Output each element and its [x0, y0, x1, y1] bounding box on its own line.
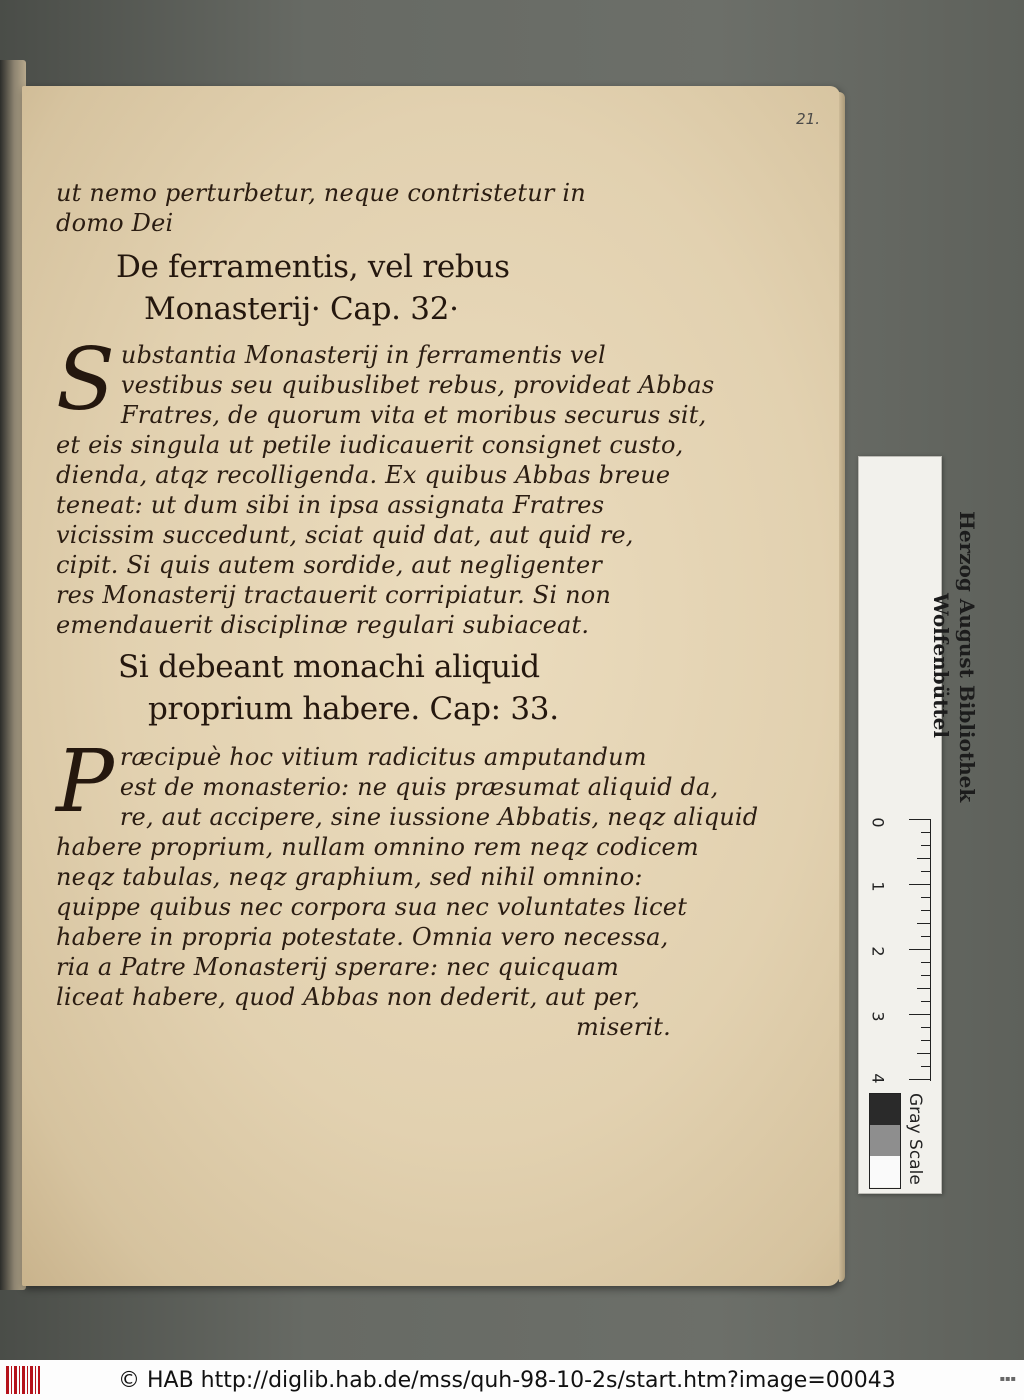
- ruler-tick: [909, 1079, 931, 1080]
- text-line: ræcipuè hoc vitium radicitus amputandum: [119, 743, 647, 771]
- ruler-tick: [921, 897, 931, 898]
- text-line: vestibus seu quibuslibet rebus, provideat Abbas: [120, 371, 715, 399]
- text-line: ria a Patre Monasterij sperare: nec quicquam: [56, 953, 619, 981]
- ruler-number: 0: [868, 817, 888, 828]
- text-line: domo Dei: [56, 209, 174, 237]
- library-city: Wolfenbüttel: [929, 593, 953, 738]
- text-line: cipit. Si quis autem sordide, aut negligenter: [56, 551, 603, 579]
- chapter-33-paragraph: [56, 732, 796, 1042]
- ruler-tick: [921, 962, 931, 963]
- ruler-tick: [921, 1001, 931, 1002]
- ruler-tick: [909, 884, 931, 885]
- text-line: re, aut accipere, sine iussione Abbatis, neqz aliquid: [119, 803, 759, 831]
- ruler-tick: [921, 910, 931, 911]
- text-line: Fratres, de quorum vita et moribus securus sit,: [120, 401, 707, 429]
- footer-bar: [0, 1360, 1024, 1400]
- scale-ruler: [868, 817, 937, 1084]
- ruler-tick: [921, 871, 931, 872]
- initial-letter: S: [56, 330, 115, 430]
- text-line: res Monasterij tractauerit corripiatur. Si non: [56, 581, 612, 609]
- text-line: quippe quibus nec corpora sua nec voluntates licet: [56, 893, 688, 921]
- text-line: neqz tabulas, neqz graphium, sed nihil omnino:: [56, 863, 643, 891]
- ruler-tick: [921, 832, 931, 833]
- chapter-heading: Monasterij· Cap. 32·: [144, 291, 459, 327]
- ruler-tick: [909, 1014, 931, 1015]
- ruler-tick: [921, 1066, 931, 1067]
- swatch-light: [870, 1156, 900, 1187]
- gray-scale-swatches: [869, 1093, 901, 1189]
- ruler-number: 4: [868, 1073, 888, 1084]
- ruler-number: 2: [868, 946, 888, 957]
- ruler-tick: [909, 819, 931, 820]
- ruler-tick: [921, 845, 931, 846]
- page-text: [56, 178, 796, 1042]
- swatch-dark: [870, 1094, 900, 1125]
- text-line: ubstantia Monasterij in ferramentis vel: [120, 341, 606, 369]
- ruler-tick: [917, 858, 931, 859]
- text-line: liceat habere, quod Abbas non dederit, aut per,: [56, 983, 641, 1011]
- text-line: et eis singula ut petile iudicauerit consignet custo,: [56, 431, 684, 459]
- ruler-tick: [917, 923, 931, 924]
- text-line: teneat: ut dum sibi in ipsa assignata Fratres: [56, 491, 605, 519]
- ruler-tick: [921, 1027, 931, 1028]
- ruler-tick: [921, 1040, 931, 1041]
- text-line: miserit.: [576, 1013, 671, 1041]
- chapter-heading: De ferramentis, vel rebus: [116, 249, 510, 285]
- chapter-32-paragraph: [56, 330, 796, 640]
- ruler-tick: [917, 1053, 931, 1054]
- text-line: vicissim succedunt, sciat quid dat, aut quid re,: [56, 521, 634, 549]
- initial-letter: P: [56, 732, 114, 832]
- ruler-tick: [917, 988, 931, 989]
- text-line: emendauerit disciplinæ regulari subiaceat.: [56, 611, 590, 639]
- ruler-tick: [909, 949, 931, 950]
- manuscript-page: [22, 86, 840, 1286]
- gray-scale-label: Gray Scale: [905, 1093, 925, 1185]
- text-line: habere in propria potestate. Omnia vero necessa,: [56, 923, 669, 951]
- text-line: habere proprium, nullam omnino rem neqz codicem: [56, 833, 699, 861]
- swatch-mid: [870, 1125, 900, 1156]
- footer-copyright-link[interactable]: © HAB http://diglib.hab.de/mss/quh-98-10-2s/start.htm?image=00043: [118, 1367, 896, 1393]
- footer-mark: ▪▪▪: [999, 1374, 1016, 1383]
- text-line: ut nemo perturbetur, neque contristetur in: [56, 179, 586, 207]
- text-line: dienda, atqz recolligenda. Ex quibus Abbas breue: [56, 461, 671, 489]
- ruler-number: 3: [868, 1011, 888, 1022]
- chapter-heading: proprium habere. Cap: 33.: [148, 691, 559, 727]
- chapter-heading: Si debeant monachi aliquid: [118, 649, 540, 685]
- ruler-tick: [921, 975, 931, 976]
- ruler-number: 1: [868, 881, 888, 892]
- text-line: est de monasterio: ne quis præsumat aliquid da,: [119, 773, 719, 801]
- library-name: Herzog August Bibliothek: [955, 511, 979, 803]
- folio-number: 21.: [796, 110, 820, 128]
- hab-logo-icon: [6, 1366, 40, 1394]
- ruler-tick: [921, 936, 931, 937]
- color-target-strip: [858, 456, 979, 1194]
